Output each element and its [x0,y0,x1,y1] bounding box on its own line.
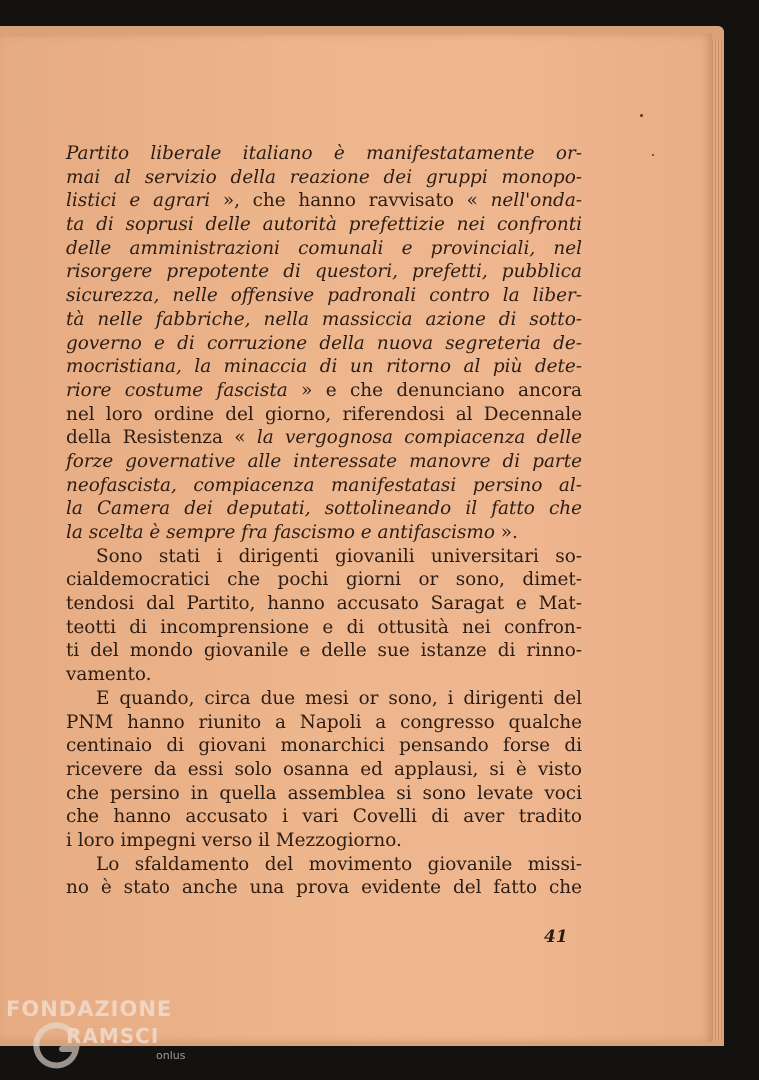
text-line [66,711,582,735]
italic-segment: listici e agrari [66,190,211,212]
text-line [66,545,582,569]
italic-segment: ta di soprusi delle autorità prefettizie nei confronti [66,214,582,236]
roman-segment: » e che denunciano ancora [287,379,582,401]
italic-segment: forze governative alle interessate manovre di parte [66,450,582,472]
roman-segment: PNM hanno riunito a Napoli a congresso qualche [66,711,582,733]
text-line [66,308,582,332]
italic-segment: risorgere prepotente di questori, prefetti, pubblica [66,261,582,283]
text-line [66,403,582,427]
italic-segment: mai al servizio della reazione dei gruppi monopo- [66,166,582,188]
text-line [66,663,582,687]
text-line [66,758,582,782]
italic-segment: la Camera dei deputati, sottolineando il fatto che [66,498,582,520]
foundation-watermark [6,997,206,1077]
italic-segment: la vergognosa compiacenza delle [256,427,582,449]
text-line [66,639,582,663]
page-edges [712,40,722,1040]
watermark-line-1: FONDAZIONE [6,997,173,1021]
italic-segment: neofascista, compiacenza manifestatasi persino al- [66,474,582,496]
italic-segment: nell'onda- [490,190,582,212]
text-line [66,521,582,545]
text-line [66,450,582,474]
text-line [66,189,582,213]
roman-segment: i loro impegni verso il Mezzogiorno. [66,829,402,851]
roman-segment: che persino in quella assemblea si sono levate voci [66,782,582,804]
text-line [66,284,582,308]
text-line [66,876,582,900]
roman-segment: che hanno accusato i vari Covelli di aver tradito [66,806,582,828]
watermark-suffix: onlus [156,1049,186,1062]
roman-segment: Lo sfaldamento del movimento giovanile missi- [96,853,582,875]
text-line [66,426,582,450]
roman-segment: nel loro ordine del giorno, riferendosi al Decennale [66,403,582,425]
text-line [66,805,582,829]
roman-segment: cialdemocratici che pochi giorni or sono, dimet- [66,569,582,591]
text-line [66,616,582,640]
roman-segment: ricevere da essi solo osanna ed applausi, si è visto [66,758,582,780]
watermark-line-2: RAMSCI [66,1024,160,1048]
text-line [66,213,582,237]
text-line [66,379,582,403]
body-text [66,142,582,900]
roman-segment: teotti di incomprensione e di ottusità nei confron- [66,616,582,638]
italic-segment: delle amministrazioni comunali e provinciali, nel [66,237,582,259]
italic-segment: governo e di corruzione della nuova segreteria de- [66,332,582,354]
text-line [66,853,582,877]
text-line [66,260,582,284]
roman-segment: no è stato anche una prova evidente del fatto che [66,877,582,899]
text-line [66,592,582,616]
roman-segment: E quando, circa due mesi or sono, i dirigenti del [96,687,582,709]
text-line [66,734,582,758]
roman-segment: centinaio di giovani monarchici pensando forse di [66,735,582,757]
roman-segment: ti del mondo giovanile e delle sue istanze di rinno- [66,640,582,662]
roman-segment: ». [494,522,518,543]
italic-segment: Partito liberale italiano è manifestatamente or- [66,143,582,164]
text-line [66,568,582,592]
text-line [66,687,582,711]
text-line [66,332,582,356]
italic-segment: la scelta è sempre fra fascismo e antifascismo [66,522,495,543]
text-line [66,474,582,498]
italic-segment: sicurezza, nelle offensive padronali contro la liber- [66,285,582,307]
text-line [66,355,582,379]
text-line [66,166,582,190]
paper-speck [652,154,654,156]
roman-segment: », che hanno ravvisato « [210,190,491,212]
roman-segment: vamento. [66,664,152,686]
text-line [66,237,582,261]
text-line [66,142,582,166]
paper-speck [640,114,643,117]
roman-segment: tendosi dal Partito, hanno accusato Saragat e Mat- [66,593,582,615]
italic-segment: tà nelle fabbriche, nella massiccia azione di sotto- [66,308,582,330]
text-line [66,497,582,521]
italic-segment: riore costume fascista [66,379,288,401]
text-line [66,782,582,806]
roman-segment: Sono stati i dirigenti giovanili universitari so- [96,545,582,567]
text-line [66,829,582,853]
page-number: 41 [544,927,568,947]
italic-segment: mocristiana, la minaccia di un ritorno al più dete- [66,356,582,378]
roman-segment: della Resistenza « [66,427,257,449]
